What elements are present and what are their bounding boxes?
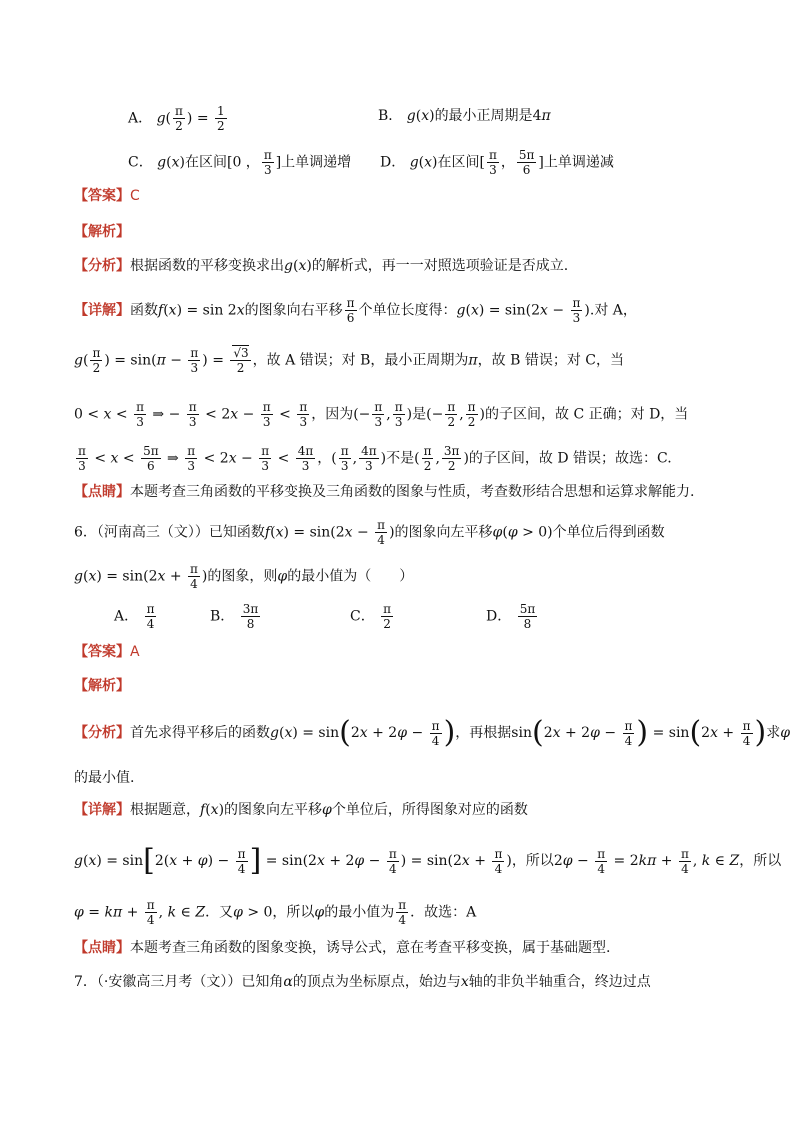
q6-option-c: C． $\frac{\pi}{2}$ — [350, 602, 392, 631]
q5-jiexi: 【解析】 — [74, 224, 130, 240]
q5-xiangjie-line2: g( $\frac{\pi}{2}$ ) = sin(π − $\frac{\pi}{3}$ ) = $\frac{√3}{2}$ ，故 A 错误；对 B，最小正周期为π，故 B 错误；对 C，当 — [74, 346, 624, 375]
q6-option-b: B． $\frac{3\pi}{8}$ — [210, 602, 259, 631]
q6-stem-line1: 6．（河南高三（文））已知函数f(x) = sin(2x − $\frac{\pi}{4}$ )的图象向左平移φ(φ > 0)个单位后得到函数 — [74, 518, 665, 547]
q6-jiexi: 【解析】 — [74, 678, 130, 694]
q5-dianjing: 【点睛】本题考查三角函数的平移变换及三角函数的图象与性质，考查数形结合思想和运算求解能力. — [74, 484, 695, 500]
q6-xiangjie-line1: 【详解】根据题意，f(x)的图象向左平移φ个单位后，所得图象对应的函数 — [74, 802, 528, 818]
q5-xiangjie-line4: $\frac{\pi}{3}$ < x < $\frac{5\pi}{6}$ ⇒ $\frac{\pi}{3}$ < 2x − $\frac{\pi}{3}$ < $\frac{4\pi}{3}$ ，( $\frac{\pi}{3}$ , $\frac{4\pi}{3}$ )不是( $\frac{\pi}{2}$ , $\frac{3\pi}{2}$ )的子区间，故 D 错误；故选：C. — [78, 444, 672, 473]
q6-option-a: A． $\frac{\pi}{4}$ — [114, 602, 155, 631]
q5-xiangjie-line3: 0 < x < $\frac{\pi}{3}$ ⇒ − $\frac{\pi}{3}$ < 2x − $\frac{\pi}{3}$ < $\frac{\pi}{3}$ ，因为(− $\frac{\pi}{3}$ , $\frac{\pi}{3}$ )是(− $\frac{\pi}{2}$ , $\frac{\pi}{2}$ )的子区间，故 C 正确；对 D，当 — [74, 400, 689, 429]
q6-fenxi-line2: 的最小值. — [74, 770, 135, 786]
q7-stem: 7．（·安徽高三月考（文））已知角α的顶点为坐标原点，始边与x轴的非负半轴重合，终边过点 — [74, 974, 651, 990]
q6-answer: 【答案】A — [74, 644, 140, 660]
q5-xiangjie-line1: 【详解】函数f(x) = sin 2x的图象向右平移 $\frac{\pi}{6}$ 个单位长度得：g(x) = sin(2x − $\frac{\pi}{3}$ ).对 A， — [74, 296, 637, 325]
q6-dianjing: 【点睛】本题考查三角函数的图象变换，诱导公式，意在考查平移变换，属于基础题型. — [74, 940, 611, 956]
q6-stem-line2: g(x) = sin(2x + $\frac{\pi}{4}$ )的图象，则φ的最小值为（ ） — [74, 562, 414, 591]
q6-option-d: D． $\frac{5\pi}{8}$ — [486, 602, 536, 631]
q5-option-d: D． g(x)在区间[ $\frac{\pi}{3}$ ， $\frac{5\pi}{6}$ ]上单调递减 — [380, 148, 614, 177]
q5-answer: 【答案】C — [74, 188, 140, 204]
q6-xiangjie-line3: φ = kπ + $\frac{\pi}{4}$ , k ∈ Z．又φ > 0，所以φ的最小值为 $\frac{\pi}{4}$ ．故选：A — [74, 898, 477, 927]
q6-fenxi: 【分析】首先求得平移后的函数g(x) = sin(2x + 2φ − $\frac{\pi}{4}$ )，再根据sin(2x + 2φ − $\frac{\pi}{4}$ ) = sin(2x + $\frac{\pi}{4}$ )求φ — [74, 715, 791, 750]
q5-option-a: A． g( $\frac{\pi}{2}$ ) = $\frac{1}{2}$ — [128, 104, 225, 133]
q5-fenxi: 【分析】根据函数的平移变换求出g(x)的解析式，再一一对照选项验证是否成立. — [74, 258, 569, 274]
q6-xiangjie-line2: g(x) = sin[2(x + φ) − $\frac{\pi}{4}$ ] = sin(2x + 2φ − $\frac{\pi}{4}$ ) = sin(2x + $\frac{\pi}{4}$ )，所以2φ − $\frac{\pi}{4}$ = 2kπ + $\frac{\pi}{4}$ , k ∈ Z，所以 — [74, 843, 782, 878]
q5-option-c: C． g(x)在区间[0 ， $\frac{\pi}{3}$ ]上单调递增 — [128, 148, 352, 177]
q5-option-b: B． g(x)的最小正周期是4π — [378, 108, 551, 124]
